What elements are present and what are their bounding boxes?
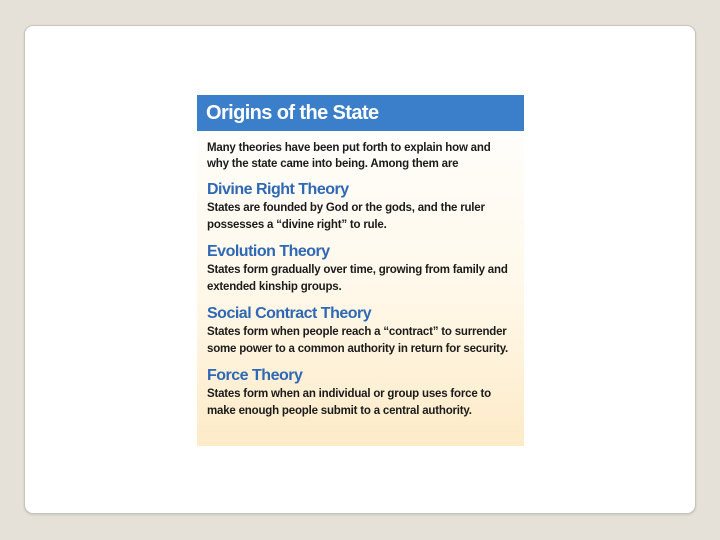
theory-description: States form when an individual or group uses force to make enough people submit to a central authority. <box>207 388 491 417</box>
card-header <box>197 95 524 131</box>
theory-description: States form when people reach a “contract” to surrender some power to a common authority in return for security. <box>207 326 509 355</box>
theory-evolution <box>207 242 514 296</box>
theory-title: Force Theory <box>207 367 303 384</box>
origins-card <box>197 95 524 446</box>
theory-social-contract <box>207 304 514 358</box>
theory-divine-right <box>207 180 514 234</box>
slide-panel <box>24 25 696 514</box>
card-body <box>197 131 524 420</box>
card-title: Origins of the State <box>206 101 379 124</box>
theory-title: Divine Right Theory <box>207 181 349 198</box>
theory-title: Social Contract Theory <box>207 305 372 322</box>
theory-description: States are founded by God or the gods, and the ruler possesses a “divine right” to rule. <box>207 202 485 231</box>
theory-force <box>207 366 514 420</box>
theory-description: States form gradually over time, growing from family and extended kinship groups. <box>207 264 508 293</box>
intro-text: Many theories have been put forth to explain how and why the state came into being. Among them are <box>207 142 491 170</box>
theory-title: Evolution Theory <box>207 243 330 260</box>
